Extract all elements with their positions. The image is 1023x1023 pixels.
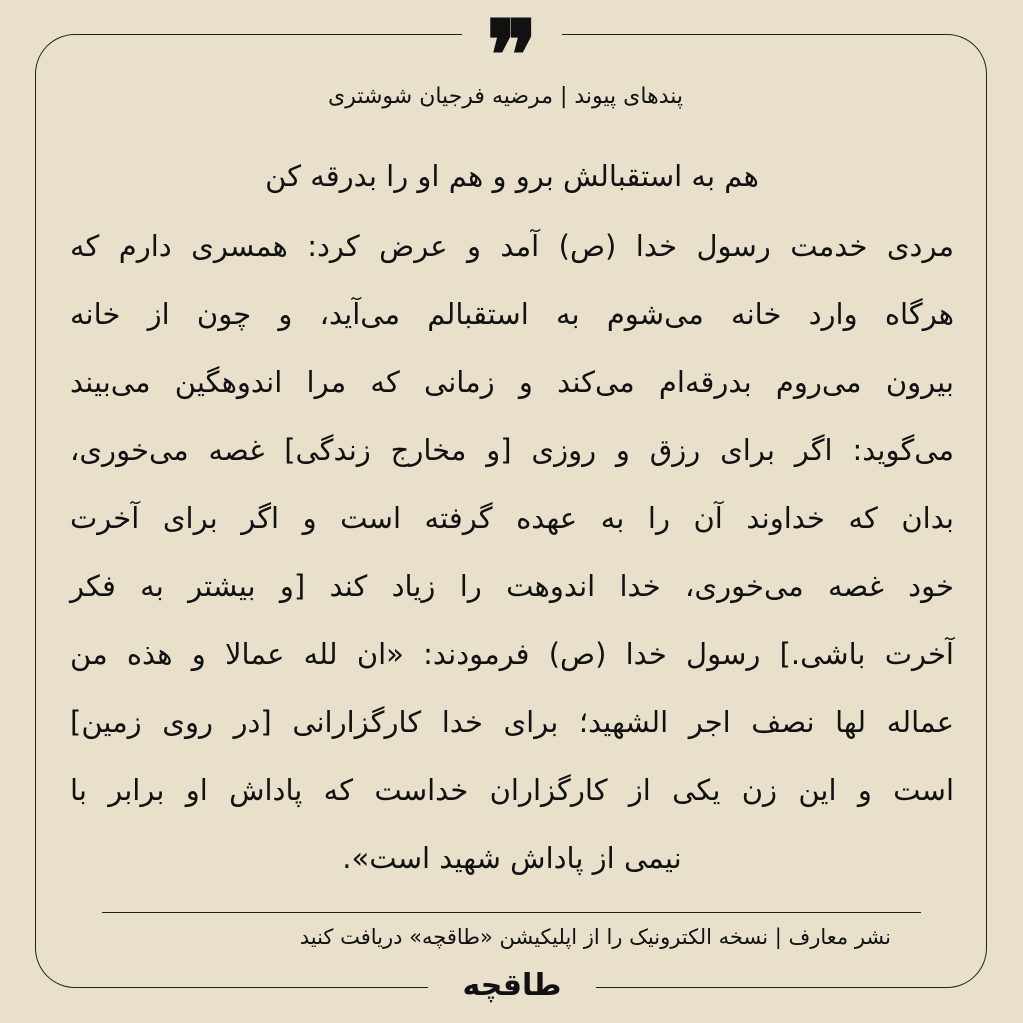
body-line-5: بدان که خداوند آن را به عهده گرفته است و اگر برای آخرت (70, 501, 954, 535)
footer-note: نشر معارف | نسخه الکترونیک را از اپلیکیشن «طاقچه» دریافت کنید (299, 925, 891, 949)
body-line-2: هرگاه وارد خانه می‌شوم به استقبالم می‌آید، و چون از خانه (70, 297, 954, 331)
body-line-6: خود غصه می‌خوری، خدا اندوهت را زیاد کند [و بیشتر به فکر (70, 569, 954, 603)
page-title: هم به استقبالش برو و هم او را بدرقه کن (265, 159, 759, 193)
body-line-1: مردی خدمت رسول خدا (ص) آمد و عرض کرد: همسری دارم که (70, 229, 954, 263)
body-line-7: آخرت باشی.] رسول خدا (ص) فرمودند: «ان لله عمالا و هذه من (70, 637, 954, 671)
body-line-8: عماله لها نصف اجر الشهید؛ برای خدا کارگزارانی [در روی زمین] (70, 705, 954, 739)
body-paragraph (70, 212, 954, 892)
body-line-9: است و این زن یکی از کارگزاران خداست که پاداش او برابر با (70, 773, 954, 807)
brand-logo: طاقچه (462, 968, 562, 1003)
body-line-4: می‌گوید: اگر برای رزق و روزی [و مخارج زندگی] غصه می‌خوری، (70, 433, 954, 467)
footer-divider (102, 912, 921, 913)
body-line-10: نیمی از پاداش شهید است». (342, 841, 682, 875)
quote-icon: ❞ (486, 0, 538, 112)
source-line: پندهای پیوند | مرضیه فرجیان شوشتری (327, 84, 683, 109)
body-line-3: بیرون می‌روم بدرقه‌ام می‌کند و زمانی که مرا اندوهگین می‌بیند (70, 365, 954, 399)
